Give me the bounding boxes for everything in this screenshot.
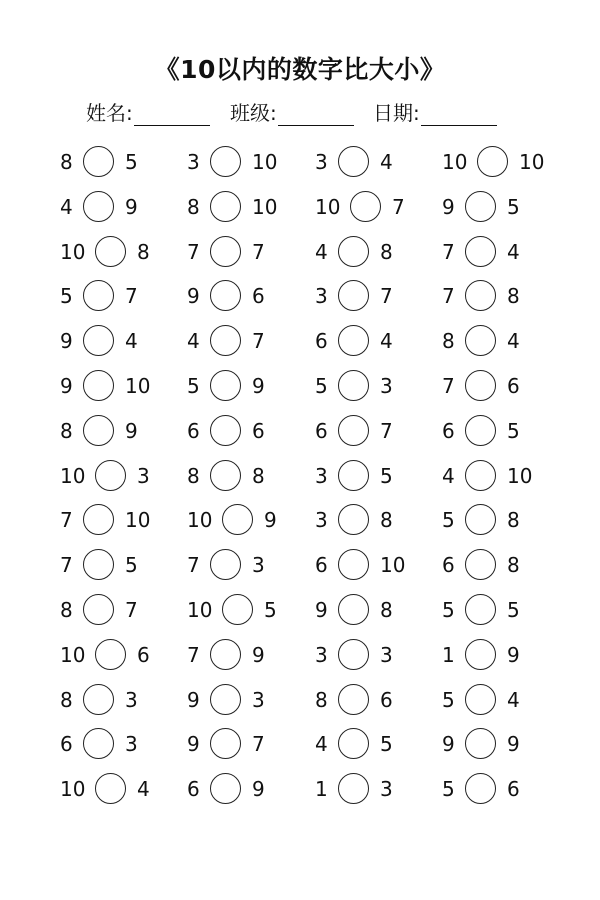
right-number: 5	[507, 194, 520, 219]
answer-circle[interactable]	[210, 370, 241, 401]
comparison-problem	[60, 727, 180, 761]
comparison-problem	[442, 683, 562, 717]
comparison-problem	[442, 369, 562, 403]
comparison-problem	[315, 145, 435, 179]
left-number: 5	[442, 598, 455, 622]
answer-circle[interactable]	[465, 549, 496, 580]
answer-circle[interactable]	[338, 236, 369, 267]
comparison-problem	[315, 459, 435, 493]
comparison-problem	[315, 548, 435, 582]
answer-circle[interactable]	[83, 370, 114, 401]
answer-circle[interactable]	[83, 280, 114, 311]
answer-circle[interactable]	[95, 236, 126, 267]
left-number: 6	[442, 553, 455, 578]
answer-circle[interactable]	[83, 504, 114, 535]
right-number: 6	[252, 418, 265, 443]
answer-circle[interactable]	[465, 773, 496, 804]
left-number: 7	[442, 374, 455, 398]
left-number: 8	[442, 329, 455, 354]
left-number: 6	[315, 329, 328, 354]
right-number: 7	[252, 732, 265, 757]
answer-circle[interactable]	[338, 639, 369, 670]
comparison-problem	[187, 279, 307, 313]
answer-circle[interactable]	[465, 191, 496, 222]
left-number: 10	[187, 508, 213, 533]
comparison-problem	[442, 414, 562, 448]
comparison-problem	[315, 279, 435, 313]
right-number: 6	[137, 642, 150, 667]
answer-circle[interactable]	[338, 280, 369, 311]
comparison-problem	[60, 279, 180, 313]
left-number: 7	[60, 553, 73, 578]
answer-circle[interactable]	[83, 594, 114, 625]
right-number: 6	[380, 687, 393, 712]
comparison-problem	[442, 772, 562, 806]
left-number: 6	[442, 418, 455, 443]
comparison-problem	[60, 145, 180, 179]
right-number: 9	[252, 374, 265, 398]
left-number: 8	[60, 418, 73, 443]
left-number: 9	[442, 732, 455, 757]
left-number: 8	[187, 194, 200, 219]
right-number: 5	[380, 463, 393, 488]
comparison-problem	[187, 727, 307, 761]
left-number: 8	[315, 687, 328, 712]
answer-circle[interactable]	[83, 191, 114, 222]
left-number: 10	[60, 642, 86, 667]
answer-circle[interactable]	[210, 146, 241, 177]
comparison-problem	[442, 503, 562, 537]
answer-circle[interactable]	[465, 325, 496, 356]
comparison-problem	[442, 638, 562, 672]
comparison-problem	[315, 324, 435, 358]
right-number: 4	[380, 150, 393, 174]
answer-circle[interactable]	[338, 504, 369, 535]
right-number: 10	[125, 508, 151, 533]
right-number: 3	[125, 687, 138, 712]
right-number: 9	[252, 642, 265, 667]
left-number: 9	[187, 732, 200, 757]
right-number: 8	[380, 239, 393, 264]
answer-circle[interactable]	[338, 415, 369, 446]
comparison-problem	[442, 190, 562, 224]
right-number: 3	[252, 687, 265, 712]
right-number: 3	[380, 777, 393, 802]
comparison-problem	[187, 324, 307, 358]
answer-circle[interactable]	[83, 684, 114, 715]
right-number: 8	[137, 239, 150, 264]
comparison-problem	[60, 503, 180, 537]
left-number: 8	[60, 598, 73, 622]
left-number: 10	[60, 463, 86, 488]
left-number: 5	[315, 374, 328, 398]
answer-circle[interactable]	[465, 639, 496, 670]
right-number: 8	[380, 598, 393, 622]
left-number: 3	[187, 150, 200, 174]
right-number: 4	[137, 777, 150, 802]
answer-circle[interactable]	[222, 504, 253, 535]
right-number: 5	[380, 732, 393, 757]
left-number: 10	[60, 239, 86, 264]
left-number: 4	[442, 463, 455, 488]
right-number: 4	[125, 329, 138, 354]
left-number: 6	[315, 553, 328, 578]
right-number: 9	[125, 194, 138, 219]
right-number: 9	[125, 418, 138, 443]
comparison-problem	[315, 190, 435, 224]
comparison-problem	[60, 683, 180, 717]
comparison-problem	[187, 503, 307, 537]
left-number: 4	[315, 732, 328, 757]
answer-circle[interactable]	[210, 236, 241, 267]
right-number: 3	[380, 374, 393, 398]
comparison-problem	[60, 459, 180, 493]
right-number: 10	[252, 194, 278, 219]
left-number: 7	[60, 508, 73, 533]
right-number: 9	[252, 777, 265, 802]
answer-circle[interactable]	[210, 460, 241, 491]
left-number: 3	[315, 150, 328, 174]
answer-circle[interactable]	[338, 460, 369, 491]
comparison-problem	[442, 459, 562, 493]
left-number: 5	[442, 777, 455, 802]
answer-circle[interactable]	[222, 594, 253, 625]
date-label: 日期:	[373, 101, 420, 125]
left-number: 6	[60, 732, 73, 757]
comparison-problem	[442, 324, 562, 358]
left-number: 8	[60, 150, 73, 174]
comparison-problem	[187, 593, 307, 627]
right-number: 3	[380, 642, 393, 667]
answer-circle[interactable]	[350, 191, 381, 222]
left-number: 4	[315, 239, 328, 264]
left-number: 7	[442, 239, 455, 264]
answer-circle[interactable]	[465, 236, 496, 267]
left-number: 9	[187, 284, 200, 309]
answer-circle[interactable]	[338, 684, 369, 715]
right-number: 7	[125, 284, 138, 309]
answer-circle[interactable]	[338, 594, 369, 625]
comparison-problem	[187, 369, 307, 403]
name-label: 姓名:	[86, 101, 133, 125]
answer-circle[interactable]	[95, 773, 126, 804]
answer-circle[interactable]	[210, 684, 241, 715]
right-number: 6	[252, 284, 265, 309]
comparison-problem	[315, 235, 435, 269]
comparison-problem	[315, 414, 435, 448]
right-number: 7	[252, 239, 265, 264]
answer-circle[interactable]	[477, 146, 508, 177]
answer-circle[interactable]	[210, 549, 241, 580]
comparison-problem	[60, 548, 180, 582]
left-number: 6	[315, 418, 328, 443]
left-number: 5	[442, 508, 455, 533]
right-number: 10	[507, 463, 533, 488]
answer-circle[interactable]	[210, 639, 241, 670]
left-number: 9	[442, 194, 455, 219]
answer-circle[interactable]	[210, 280, 241, 311]
answer-circle[interactable]	[465, 594, 496, 625]
left-number: 1	[315, 777, 328, 802]
answer-circle[interactable]	[95, 639, 126, 670]
answer-circle[interactable]	[465, 370, 496, 401]
comparison-problem	[187, 235, 307, 269]
comparison-problem	[60, 772, 180, 806]
comparison-problem	[315, 593, 435, 627]
comparison-problem	[187, 683, 307, 717]
right-number: 4	[507, 687, 520, 712]
answer-circle[interactable]	[465, 460, 496, 491]
left-number: 9	[187, 687, 200, 712]
comparison-problem	[315, 638, 435, 672]
answer-circle[interactable]	[338, 549, 369, 580]
right-number: 8	[507, 284, 520, 309]
right-number: 8	[252, 463, 265, 488]
right-number: 7	[380, 418, 393, 443]
answer-circle[interactable]	[465, 415, 496, 446]
answer-circle[interactable]	[338, 370, 369, 401]
comparison-problem	[60, 414, 180, 448]
left-number: 7	[187, 239, 200, 264]
right-number: 7	[125, 598, 138, 622]
left-number: 5	[187, 374, 200, 398]
right-number: 5	[125, 150, 138, 174]
left-number: 3	[315, 642, 328, 667]
comparison-problem	[187, 638, 307, 672]
answer-circle[interactable]	[338, 325, 369, 356]
comparison-problem	[187, 190, 307, 224]
left-number: 7	[442, 284, 455, 309]
right-number: 5	[507, 598, 520, 622]
answer-circle[interactable]	[465, 504, 496, 535]
left-number: 4	[60, 194, 73, 219]
right-number: 9	[507, 642, 520, 667]
comparison-problem	[60, 369, 180, 403]
right-number: 9	[507, 732, 520, 757]
answer-circle[interactable]	[83, 549, 114, 580]
comparison-problem	[60, 593, 180, 627]
answer-circle[interactable]	[465, 280, 496, 311]
comparison-problem	[442, 548, 562, 582]
left-number: 5	[442, 687, 455, 712]
right-number: 3	[125, 732, 138, 757]
left-number: 10	[187, 598, 213, 622]
left-number: 3	[315, 284, 328, 309]
comparison-problem	[60, 638, 180, 672]
right-number: 10	[125, 374, 151, 398]
right-number: 8	[507, 553, 520, 578]
comparison-problem	[187, 145, 307, 179]
left-number: 9	[315, 598, 328, 622]
left-number: 10	[60, 777, 86, 802]
worksheet-title: 《10以内的数字比大小》	[154, 55, 446, 84]
answer-circle[interactable]	[338, 728, 369, 759]
right-number: 6	[507, 374, 520, 398]
comparison-problem	[315, 683, 435, 717]
right-number: 4	[507, 329, 520, 354]
right-number: 3	[137, 463, 150, 488]
left-number: 3	[315, 508, 328, 533]
answer-circle[interactable]	[83, 325, 114, 356]
left-number: 9	[60, 329, 73, 354]
right-number: 5	[264, 598, 277, 622]
left-number: 5	[60, 284, 73, 309]
comparison-problem	[187, 548, 307, 582]
comparison-problem	[60, 190, 180, 224]
answer-circle[interactable]	[338, 146, 369, 177]
comparison-problem	[187, 414, 307, 448]
right-number: 8	[380, 508, 393, 533]
comparison-problem	[60, 324, 180, 358]
right-number: 9	[264, 508, 277, 533]
answer-circle[interactable]	[210, 728, 241, 759]
right-number: 5	[125, 553, 138, 578]
left-number: 9	[60, 374, 73, 398]
comparison-problem	[442, 727, 562, 761]
left-number: 3	[315, 463, 328, 488]
answer-circle[interactable]	[210, 773, 241, 804]
left-number: 7	[187, 553, 200, 578]
class-label: 班级:	[230, 101, 277, 125]
comparison-problem	[442, 279, 562, 313]
answer-circle[interactable]	[210, 325, 241, 356]
comparison-problem	[187, 459, 307, 493]
answer-circle[interactable]	[95, 460, 126, 491]
right-number: 6	[507, 777, 520, 802]
comparison-problem	[60, 235, 180, 269]
left-number: 10	[315, 194, 341, 219]
answer-circle[interactable]	[338, 773, 369, 804]
right-number: 10	[519, 150, 545, 174]
answer-circle[interactable]	[465, 728, 496, 759]
comparison-problem	[315, 772, 435, 806]
right-number: 5	[507, 418, 520, 443]
right-number: 10	[252, 150, 278, 174]
answer-circle[interactable]	[83, 146, 114, 177]
right-number: 4	[380, 329, 393, 354]
answer-circle[interactable]	[83, 415, 114, 446]
right-number: 8	[507, 508, 520, 533]
answer-circle[interactable]	[210, 415, 241, 446]
answer-circle[interactable]	[465, 684, 496, 715]
comparison-problem	[315, 503, 435, 537]
comparison-problem	[187, 772, 307, 806]
answer-circle[interactable]	[83, 728, 114, 759]
left-number: 7	[187, 642, 200, 667]
right-number: 7	[252, 329, 265, 354]
left-number: 6	[187, 418, 200, 443]
left-number: 10	[442, 150, 468, 174]
right-number: 4	[507, 239, 520, 264]
comparison-problem	[442, 145, 562, 179]
right-number: 3	[252, 553, 265, 578]
comparison-problem	[442, 235, 562, 269]
left-number: 1	[442, 642, 455, 667]
left-number: 8	[60, 687, 73, 712]
right-number: 10	[380, 553, 406, 578]
comparison-problem	[315, 727, 435, 761]
left-number: 6	[187, 777, 200, 802]
answer-circle[interactable]	[210, 191, 241, 222]
right-number: 7	[380, 284, 393, 309]
left-number: 8	[187, 463, 200, 488]
comparison-problem	[442, 593, 562, 627]
comparison-problem	[315, 369, 435, 403]
left-number: 4	[187, 329, 200, 354]
right-number: 7	[392, 194, 405, 219]
